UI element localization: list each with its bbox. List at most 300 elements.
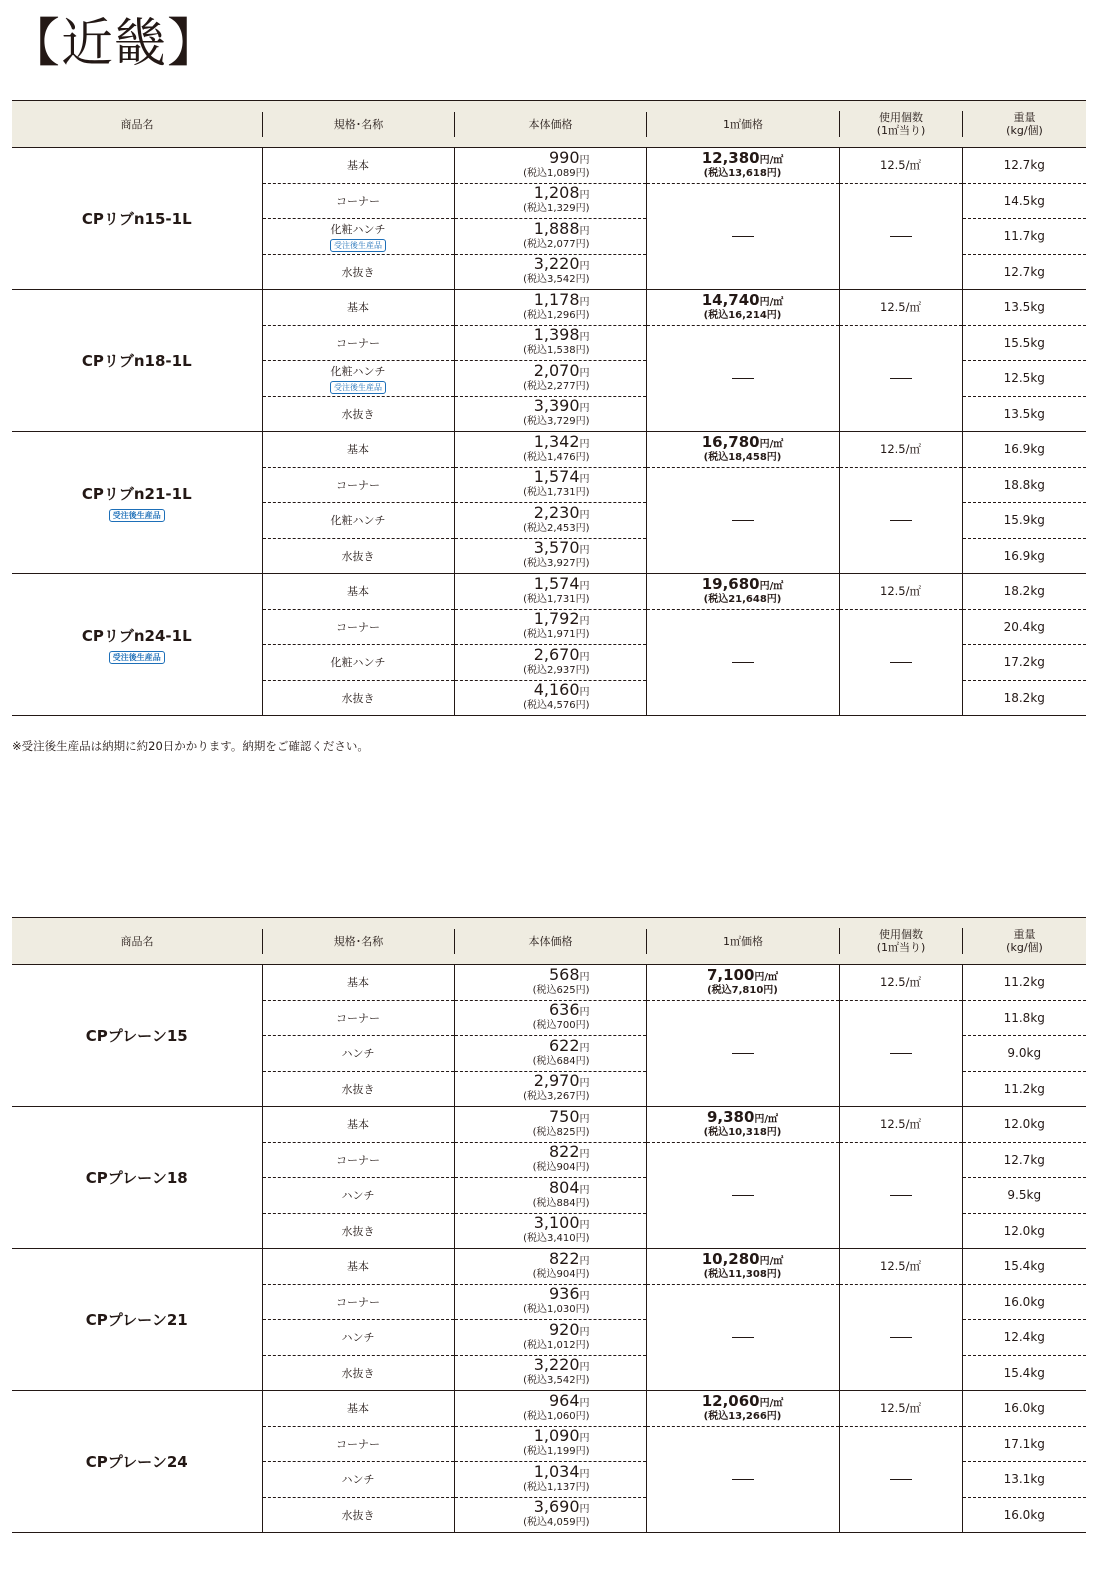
yen-unit: 円 bbox=[579, 154, 590, 166]
price-value bbox=[455, 396, 590, 416]
price-tax-included: (税込1,476円) bbox=[523, 451, 590, 463]
m2-price-value bbox=[647, 1250, 839, 1268]
not-applicable-dash bbox=[890, 1479, 912, 1480]
m2-price-unit: 円/㎡ bbox=[759, 297, 784, 308]
m2-price-value bbox=[647, 291, 839, 309]
price-tax-included: (税込3,729円) bbox=[523, 416, 590, 428]
not-applicable-dash bbox=[732, 378, 754, 379]
spec-cell bbox=[262, 1355, 454, 1391]
spec-cell bbox=[262, 325, 454, 361]
header-m2price: 1㎡価格 bbox=[646, 918, 839, 965]
weight-cell: 11.2kg bbox=[962, 1071, 1086, 1107]
not-applicable-dash bbox=[732, 1479, 754, 1480]
m2-price-cell bbox=[646, 965, 839, 1001]
table-row bbox=[12, 574, 1086, 610]
price-number: 3,220 bbox=[533, 1355, 580, 1375]
product-name: CPリブn18-1L bbox=[81, 352, 192, 370]
price-value bbox=[455, 467, 590, 487]
spec-cell bbox=[262, 1000, 454, 1036]
price-value bbox=[455, 1142, 590, 1162]
m2-price-cell-empty bbox=[646, 609, 839, 716]
table-row bbox=[12, 1107, 1086, 1143]
m2-price-unit: 円/㎡ bbox=[759, 1398, 784, 1409]
footnote: ※受注後生産品は納期に約20日かかります。納期をご確認ください。 bbox=[12, 739, 369, 753]
spec-cell bbox=[262, 538, 454, 574]
usage-cell: 12.5/㎡ bbox=[839, 574, 962, 610]
product-name-cell bbox=[12, 1107, 262, 1249]
price-number: 822 bbox=[548, 1248, 580, 1268]
header-weight: 重量 (kg/個) bbox=[962, 101, 1086, 148]
m2-price-unit: 円/㎡ bbox=[759, 439, 784, 450]
yen-unit: 円 bbox=[579, 474, 590, 486]
spec-name: コーナー bbox=[336, 1437, 380, 1451]
m2-price-unit: 円/㎡ bbox=[759, 1256, 784, 1267]
price-number: 964 bbox=[548, 1390, 580, 1410]
price-cell bbox=[454, 1497, 646, 1533]
yen-unit: 円 bbox=[579, 1113, 590, 1125]
weight-cell: 12.0kg bbox=[962, 1213, 1086, 1249]
price-number: 2,970 bbox=[533, 1071, 580, 1091]
price-cell bbox=[454, 574, 646, 610]
made-to-order-badge: 受注後生産品 bbox=[109, 651, 165, 664]
product-name-cell bbox=[12, 1249, 262, 1391]
m2-price-tax-included: (税込13,618円) bbox=[703, 168, 782, 179]
spec-cell bbox=[262, 361, 454, 397]
spec-cell bbox=[262, 1249, 454, 1285]
spec-name: コーナー bbox=[336, 194, 380, 208]
usage-cell-empty bbox=[839, 1142, 962, 1249]
m2-price-cell-empty bbox=[646, 1284, 839, 1391]
spec-name: 基本 bbox=[347, 1260, 369, 1274]
m2-price-value bbox=[647, 433, 839, 451]
made-to-order-badge: 受注後生産品 bbox=[330, 239, 386, 252]
not-applicable-dash bbox=[890, 662, 912, 663]
price-number: 1,888 bbox=[533, 218, 580, 238]
price-number: 2,230 bbox=[533, 502, 580, 522]
yen-unit: 円 bbox=[579, 545, 590, 557]
price-value bbox=[455, 183, 590, 203]
product-name-cell bbox=[12, 965, 262, 1107]
price-number: 1,574 bbox=[533, 467, 580, 487]
price-cell bbox=[454, 1107, 646, 1143]
price-value bbox=[455, 325, 590, 345]
product-name-cell bbox=[12, 290, 262, 432]
spec-cell bbox=[262, 680, 454, 716]
not-applicable-dash bbox=[890, 236, 912, 237]
not-applicable-dash bbox=[732, 520, 754, 521]
yen-unit: 円 bbox=[579, 190, 590, 202]
not-applicable-dash bbox=[890, 520, 912, 521]
header-price: 本体価格 bbox=[454, 101, 646, 148]
table-row bbox=[12, 1391, 1086, 1427]
yen-unit: 円 bbox=[579, 296, 590, 308]
usage-cell-empty bbox=[839, 1000, 962, 1107]
m2-price-number: 19,680 bbox=[701, 575, 760, 593]
price-table-plain bbox=[12, 917, 1086, 1533]
usage-cell-empty bbox=[839, 1426, 962, 1533]
m2-price-unit: 円/㎡ bbox=[759, 155, 784, 166]
spec-cell bbox=[262, 1497, 454, 1533]
yen-unit: 円 bbox=[579, 332, 590, 344]
usage-cell-empty bbox=[839, 1284, 962, 1391]
yen-unit: 円 bbox=[579, 261, 590, 273]
price-value bbox=[455, 360, 590, 380]
m2-price-unit: 円/㎡ bbox=[754, 1114, 779, 1125]
not-applicable-dash bbox=[890, 1195, 912, 1196]
header-spec: 規格･名称 bbox=[262, 918, 454, 965]
table-row bbox=[12, 148, 1086, 184]
price-value bbox=[455, 502, 590, 522]
m2-price-cell bbox=[646, 432, 839, 468]
price-number: 568 bbox=[548, 964, 580, 984]
yen-unit: 円 bbox=[579, 580, 590, 592]
weight-cell: 17.1kg bbox=[962, 1426, 1086, 1462]
yen-unit: 円 bbox=[579, 1149, 590, 1161]
price-number: 3,570 bbox=[533, 538, 580, 558]
price-number: 3,690 bbox=[533, 1497, 580, 1517]
price-number: 1,398 bbox=[533, 325, 580, 345]
weight-cell: 12.0kg bbox=[962, 1107, 1086, 1143]
usage-cell: 12.5/㎡ bbox=[839, 290, 962, 326]
price-value bbox=[455, 147, 590, 167]
header-m2price: 1㎡価格 bbox=[646, 101, 839, 148]
table-header-row bbox=[12, 101, 1086, 148]
table-body bbox=[12, 965, 1086, 1533]
price-number: 936 bbox=[548, 1284, 580, 1304]
m2-price-cell bbox=[646, 574, 839, 610]
m2-price-number: 9,380 bbox=[706, 1108, 755, 1126]
price-cell bbox=[454, 325, 646, 361]
price-cell bbox=[454, 361, 646, 397]
spec-cell bbox=[262, 396, 454, 432]
price-cell bbox=[454, 503, 646, 539]
price-number: 1,574 bbox=[533, 573, 580, 593]
price-value bbox=[455, 289, 590, 309]
header-price: 本体価格 bbox=[454, 918, 646, 965]
yen-unit: 円 bbox=[579, 1433, 590, 1445]
m2-price-cell-empty bbox=[646, 1426, 839, 1533]
m2-price-value bbox=[647, 1392, 839, 1410]
price-number: 4,160 bbox=[533, 680, 580, 700]
price-number: 2,070 bbox=[533, 360, 580, 380]
yen-unit: 円 bbox=[579, 1255, 590, 1267]
price-number: 804 bbox=[548, 1177, 580, 1197]
price-number: 3,220 bbox=[533, 254, 580, 274]
weight-cell: 18.2kg bbox=[962, 680, 1086, 716]
price-cell bbox=[454, 965, 646, 1001]
spec-name: 基本 bbox=[347, 301, 369, 315]
m2-price-tax-included: (税込18,458円) bbox=[703, 452, 782, 463]
yen-unit: 円 bbox=[579, 367, 590, 379]
usage-cell: 12.5/㎡ bbox=[839, 1249, 962, 1285]
price-number: 750 bbox=[548, 1106, 580, 1126]
price-tax-included: (税込2,077円) bbox=[523, 238, 590, 250]
price-cell bbox=[454, 1036, 646, 1072]
weight-cell: 12.4kg bbox=[962, 1320, 1086, 1356]
price-tax-included: (税込825円) bbox=[532, 1126, 590, 1138]
spec-cell bbox=[262, 1426, 454, 1462]
price-table-rib bbox=[12, 100, 1086, 716]
price-tax-included: (税込1,538円) bbox=[523, 345, 590, 357]
not-applicable-dash bbox=[890, 1337, 912, 1338]
spec-name: 基本 bbox=[347, 585, 369, 599]
price-value bbox=[455, 1390, 590, 1410]
m2-price-number: 10,280 bbox=[701, 1250, 760, 1268]
spec-name: ハンチ bbox=[341, 1473, 375, 1487]
usage-cell-empty bbox=[839, 467, 962, 574]
spec-cell bbox=[262, 254, 454, 290]
price-value bbox=[455, 1497, 590, 1517]
weight-cell: 15.4kg bbox=[962, 1249, 1086, 1285]
price-cell bbox=[454, 183, 646, 219]
table-row bbox=[12, 432, 1086, 468]
spec-cell bbox=[262, 1107, 454, 1143]
price-tax-included: (税込3,927円) bbox=[523, 558, 590, 570]
not-applicable-dash bbox=[732, 1195, 754, 1196]
spec-cell bbox=[262, 432, 454, 468]
price-value bbox=[455, 1177, 590, 1197]
price-tax-included: (税込1,060円) bbox=[523, 1410, 590, 1422]
price-tax-included: (税込684円) bbox=[532, 1055, 590, 1067]
usage-cell-empty bbox=[839, 609, 962, 716]
price-cell bbox=[454, 396, 646, 432]
price-tax-included: (税込1,731円) bbox=[523, 593, 590, 605]
m2-price-number: 12,060 bbox=[701, 1392, 760, 1410]
price-tax-included: (税込1,137円) bbox=[523, 1481, 590, 1493]
header-product: 商品名 bbox=[12, 101, 262, 148]
weight-cell: 16.0kg bbox=[962, 1497, 1086, 1533]
page-title: 【近畿】 bbox=[8, 14, 221, 74]
made-to-order-badge: 受注後生産品 bbox=[330, 381, 386, 394]
price-value bbox=[455, 1284, 590, 1304]
spec-cell bbox=[262, 290, 454, 326]
price-value bbox=[455, 1035, 590, 1055]
m2-price-tax-included: (税込11,308円) bbox=[703, 1269, 782, 1280]
table-header-row bbox=[12, 918, 1086, 965]
weight-cell: 15.4kg bbox=[962, 1355, 1086, 1391]
price-number: 822 bbox=[548, 1142, 580, 1162]
spec-name: コーナー bbox=[336, 1295, 380, 1309]
price-value bbox=[455, 1248, 590, 1268]
spec-cell bbox=[262, 1178, 454, 1214]
product-name: CPリブn24-1L bbox=[81, 627, 192, 645]
usage-cell: 12.5/㎡ bbox=[839, 1391, 962, 1427]
spec-name: 水抜き bbox=[341, 549, 375, 563]
weight-cell: 9.5kg bbox=[962, 1178, 1086, 1214]
spec-cell bbox=[262, 183, 454, 219]
price-cell bbox=[454, 609, 646, 645]
yen-unit: 円 bbox=[579, 1291, 590, 1303]
spec-cell bbox=[262, 1391, 454, 1427]
weight-cell: 12.7kg bbox=[962, 148, 1086, 184]
spec-name: 化粧ハンチ bbox=[330, 222, 386, 236]
m2-price-cell-empty bbox=[646, 183, 839, 290]
price-value bbox=[455, 1426, 590, 1446]
m2-price-cell bbox=[646, 1107, 839, 1143]
price-cell bbox=[454, 538, 646, 574]
table-row bbox=[12, 290, 1086, 326]
price-cell bbox=[454, 1178, 646, 1214]
price-tax-included: (税込4,059円) bbox=[523, 1517, 590, 1529]
spec-name: 水抜き bbox=[341, 1082, 375, 1096]
m2-price-cell bbox=[646, 290, 839, 326]
spec-name: 化粧ハンチ bbox=[330, 364, 386, 378]
weight-cell: 15.9kg bbox=[962, 503, 1086, 539]
price-cell bbox=[454, 1213, 646, 1249]
weight-cell: 13.5kg bbox=[962, 396, 1086, 432]
weight-cell: 16.0kg bbox=[962, 1391, 1086, 1427]
price-cell bbox=[454, 1391, 646, 1427]
price-tax-included: (税込625円) bbox=[532, 984, 590, 996]
product-name-cell bbox=[12, 574, 262, 716]
spec-name: 水抜き bbox=[341, 407, 375, 421]
m2-price-unit: 円/㎡ bbox=[754, 972, 779, 983]
m2-price-tax-included: (税込21,648円) bbox=[703, 594, 782, 605]
spec-cell bbox=[262, 1036, 454, 1072]
price-value bbox=[455, 1213, 590, 1233]
spec-name: コーナー bbox=[336, 336, 380, 350]
m2-price-cell-empty bbox=[646, 1142, 839, 1249]
yen-unit: 円 bbox=[579, 438, 590, 450]
product-name-cell bbox=[12, 432, 262, 574]
price-number: 1,090 bbox=[533, 1426, 580, 1446]
spec-cell bbox=[262, 645, 454, 681]
price-number: 920 bbox=[548, 1319, 580, 1339]
header-spec: 規格･名称 bbox=[262, 101, 454, 148]
price-number: 1,792 bbox=[533, 609, 580, 629]
m2-price-cell bbox=[646, 148, 839, 184]
weight-cell: 18.8kg bbox=[962, 467, 1086, 503]
yen-unit: 円 bbox=[579, 1042, 590, 1054]
price-number: 1,034 bbox=[533, 1461, 580, 1481]
price-value bbox=[455, 254, 590, 274]
price-tax-included: (税込1,199円) bbox=[523, 1446, 590, 1458]
product-name: CPプレーン21 bbox=[85, 1311, 188, 1329]
usage-cell: 12.5/㎡ bbox=[839, 148, 962, 184]
price-cell bbox=[454, 148, 646, 184]
weight-cell: 14.5kg bbox=[962, 183, 1086, 219]
usage-cell-empty bbox=[839, 183, 962, 290]
yen-unit: 円 bbox=[579, 1220, 590, 1232]
price-tax-included: (税込2,277円) bbox=[523, 380, 590, 392]
price-value bbox=[455, 644, 590, 664]
usage-cell: 12.5/㎡ bbox=[839, 432, 962, 468]
price-cell bbox=[454, 219, 646, 255]
price-tax-included: (税込3,410円) bbox=[523, 1233, 590, 1245]
yen-unit: 円 bbox=[579, 971, 590, 983]
spec-cell bbox=[262, 1142, 454, 1178]
spec-name: 基本 bbox=[347, 976, 369, 990]
m2-price-tax-included: (税込7,810円) bbox=[707, 985, 778, 996]
not-applicable-dash bbox=[732, 1053, 754, 1054]
price-cell bbox=[454, 1284, 646, 1320]
price-cell bbox=[454, 1071, 646, 1107]
spec-name: 水抜き bbox=[341, 691, 375, 705]
price-value bbox=[455, 1071, 590, 1091]
price-tax-included: (税込1,329円) bbox=[523, 203, 590, 215]
m2-price-value bbox=[647, 1108, 839, 1126]
price-tax-included: (税込884円) bbox=[532, 1197, 590, 1209]
yen-unit: 円 bbox=[579, 1007, 590, 1019]
price-number: 3,390 bbox=[533, 396, 580, 416]
spec-name: 基本 bbox=[347, 1118, 369, 1132]
yen-unit: 円 bbox=[579, 687, 590, 699]
m2-price-unit: 円/㎡ bbox=[759, 581, 784, 592]
price-value bbox=[455, 431, 590, 451]
price-tax-included: (税込904円) bbox=[532, 1268, 590, 1280]
usage-cell-empty bbox=[839, 325, 962, 432]
yen-unit: 円 bbox=[579, 1078, 590, 1090]
not-applicable-dash bbox=[732, 662, 754, 663]
m2-price-tax-included: (税込10,318円) bbox=[703, 1127, 782, 1138]
spec-name: 基本 bbox=[347, 1402, 369, 1416]
price-number: 3,100 bbox=[533, 1213, 580, 1233]
spec-name: 水抜き bbox=[341, 1224, 375, 1238]
price-tax-included: (税込2,453円) bbox=[523, 522, 590, 534]
spec-name: 基本 bbox=[347, 159, 369, 173]
price-tax-included: (税込3,542円) bbox=[523, 1375, 590, 1387]
made-to-order-badge: 受注後生産品 bbox=[109, 509, 165, 522]
price-cell bbox=[454, 1000, 646, 1036]
weight-cell: 11.7kg bbox=[962, 219, 1086, 255]
weight-cell: 12.7kg bbox=[962, 1142, 1086, 1178]
price-cell bbox=[454, 254, 646, 290]
spec-name: ハンチ bbox=[341, 1047, 375, 1061]
yen-unit: 円 bbox=[579, 616, 590, 628]
weight-cell: 11.2kg bbox=[962, 965, 1086, 1001]
weight-cell: 16.9kg bbox=[962, 432, 1086, 468]
spec-name: 基本 bbox=[347, 443, 369, 457]
price-tax-included: (税込2,937円) bbox=[523, 664, 590, 676]
spec-cell bbox=[262, 148, 454, 184]
yen-unit: 円 bbox=[579, 225, 590, 237]
weight-cell: 12.7kg bbox=[962, 254, 1086, 290]
price-value bbox=[455, 1355, 590, 1375]
yen-unit: 円 bbox=[579, 1184, 590, 1196]
product-name: CPプレーン18 bbox=[85, 1169, 188, 1187]
not-applicable-dash bbox=[732, 236, 754, 237]
not-applicable-dash bbox=[732, 1337, 754, 1338]
spec-cell bbox=[262, 1071, 454, 1107]
m2-price-tax-included: (税込13,266円) bbox=[703, 1411, 782, 1422]
spec-name: 水抜き bbox=[341, 1508, 375, 1522]
table-body bbox=[12, 148, 1086, 716]
price-value bbox=[455, 964, 590, 984]
price-cell bbox=[454, 467, 646, 503]
yen-unit: 円 bbox=[579, 403, 590, 415]
table-row bbox=[12, 965, 1086, 1001]
spec-name: コーナー bbox=[336, 478, 380, 492]
price-value bbox=[455, 1106, 590, 1126]
spec-cell bbox=[262, 574, 454, 610]
spec-name: 化粧ハンチ bbox=[330, 514, 386, 528]
price-tax-included: (税込1,296円) bbox=[523, 309, 590, 321]
price-number: 636 bbox=[548, 1000, 580, 1020]
spec-cell bbox=[262, 503, 454, 539]
yen-unit: 円 bbox=[579, 1504, 590, 1516]
weight-cell: 20.4kg bbox=[962, 609, 1086, 645]
price-value bbox=[455, 573, 590, 593]
spec-cell bbox=[262, 467, 454, 503]
price-value bbox=[455, 218, 590, 238]
spec-cell bbox=[262, 1213, 454, 1249]
price-tax-included: (税込4,576円) bbox=[523, 700, 590, 712]
spec-name: コーナー bbox=[336, 1011, 380, 1025]
weight-cell: 15.5kg bbox=[962, 325, 1086, 361]
not-applicable-dash bbox=[890, 1053, 912, 1054]
yen-unit: 円 bbox=[579, 651, 590, 663]
spec-name: 水抜き bbox=[341, 1366, 375, 1380]
